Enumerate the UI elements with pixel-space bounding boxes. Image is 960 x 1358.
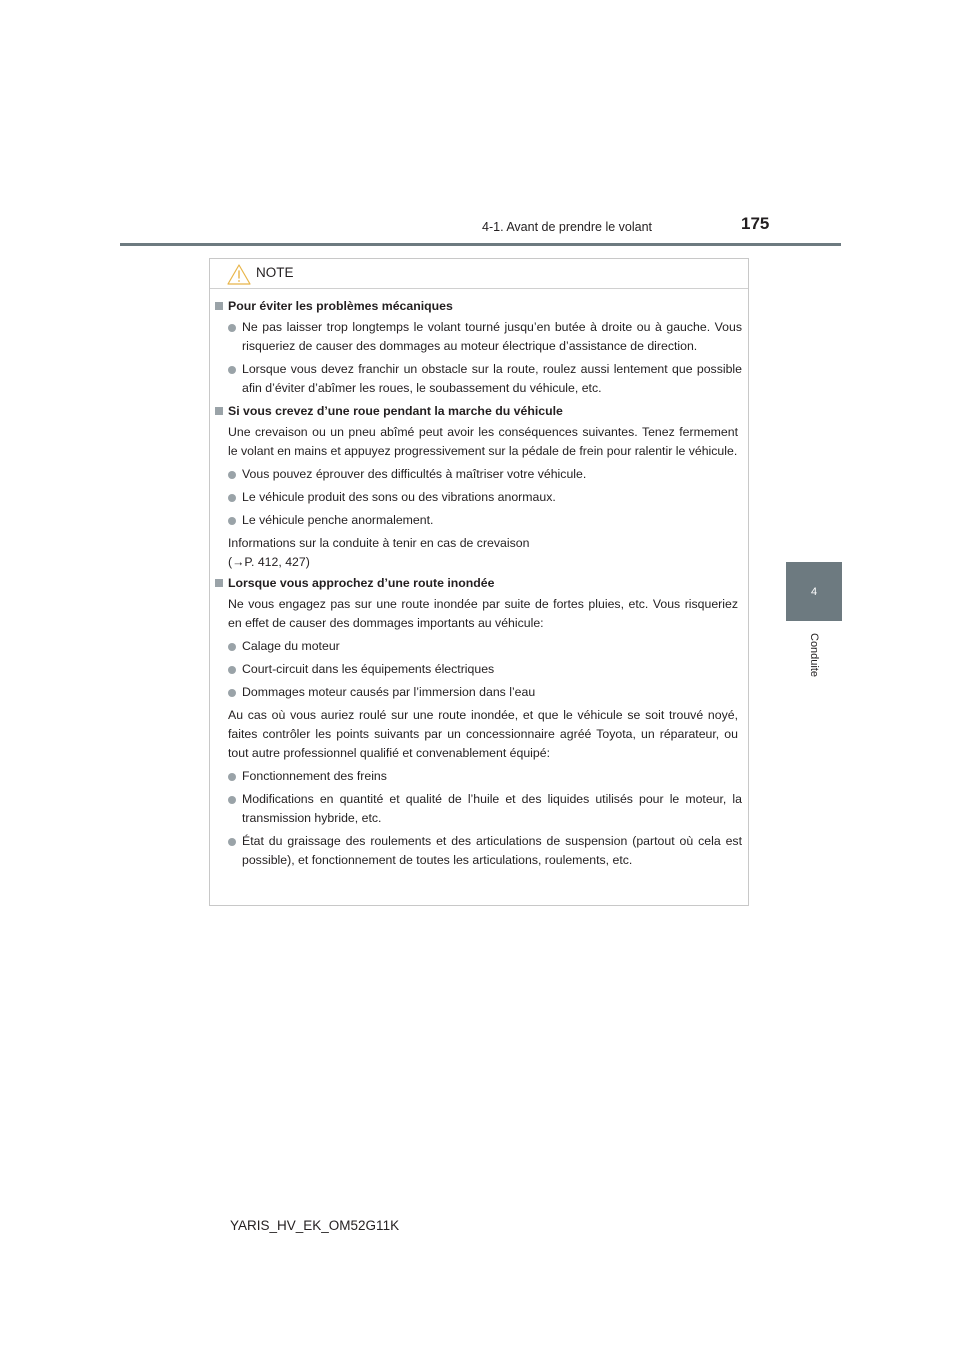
round-bullet-icon — [228, 666, 236, 674]
round-bullet-icon — [228, 643, 236, 651]
round-bullet-icon — [228, 689, 236, 697]
round-bullet-icon — [228, 366, 236, 374]
square-bullet-icon — [215, 579, 223, 587]
list-item: Ne pas laisser trop longtemps le volant tourné jusqu’en butée à droite ou à gauche. Vous risqueriez de causer des dommages au moteur électrique d’assistance de direction. — [210, 318, 748, 356]
square-bullet-icon — [215, 302, 223, 310]
round-bullet-icon — [228, 796, 236, 804]
chapter-tab[interactable] — [786, 562, 842, 621]
note-title: NOTE — [256, 265, 294, 280]
page-reference-link[interactable]: (→P. 412, 427) — [228, 555, 310, 569]
note-body — [210, 297, 748, 874]
paragraph: Au cas où vous auriez roulé sur une route inondée, et que le véhicule se soit trouvé noyé, faites contrôler les points suivants par un concessionnaire agréé Toyota, un réparateur, ou tout autre professionnel qualifié et convenablement équipé: — [228, 708, 738, 760]
round-bullet-icon — [228, 838, 236, 846]
section-heading: Pour éviter les problèmes mécaniques — [210, 297, 748, 316]
round-bullet-icon — [228, 517, 236, 525]
square-bullet-icon — [215, 407, 223, 415]
page-number: 175 — [741, 214, 770, 233]
chapter-number: 4 — [810, 585, 818, 598]
note-box — [209, 258, 749, 906]
chapter-label — [788, 625, 840, 685]
list-item: État du graissage des roulements et des articulations de suspension (partout où cela est possible), et fonctionnement de toutes les articulations, roulements, etc. — [210, 832, 748, 870]
list-item: Calage du moteur — [210, 637, 748, 656]
section-heading: Si vous crevez d’une roue pendant la marche du véhicule — [210, 402, 748, 421]
round-bullet-icon — [228, 773, 236, 781]
warning-triangle-icon — [227, 264, 251, 285]
chapter-label-text: Conduite — [808, 632, 820, 678]
list-item: Dommages moteur causés par l’immersion dans l’eau — [210, 683, 748, 702]
list-item: Le véhicule produit des sons ou des vibrations anormaux. — [210, 488, 748, 507]
round-bullet-icon — [228, 494, 236, 502]
paragraph: Une crevaison ou un pneu abîmé peut avoir les conséquences suivantes. Tenez fermement le volant en mains et appuyez progressivement sur la pédale de frein pour ralentir le véhicule. — [228, 425, 738, 458]
list-item: Fonctionnement des freins — [210, 767, 748, 786]
header-rule — [120, 243, 841, 246]
round-bullet-icon — [228, 324, 236, 332]
header-section-title: 4-1. Avant de prendre le volant — [482, 220, 653, 234]
paragraph: Ne vous engagez pas sur une route inondée par suite de fortes pluies, etc. Vous risqueriez en effet de causer des dommages importants au véhicule: — [228, 597, 738, 630]
list-item: Vous pouvez éprouver des difficultés à maîtriser votre véhicule. — [210, 465, 748, 484]
paragraph: Informations sur la conduite à tenir en cas de crevaison (→P. 412, 427) — [228, 536, 530, 569]
document-code: YARIS_HV_EK_OM52G11K — [230, 1218, 400, 1233]
list-item: Modifications en quantité et qualité de l’huile et des liquides utilisés pour le moteur, la transmission hybride, etc. — [210, 790, 748, 828]
list-item: Le véhicule penche anormalement. — [210, 511, 748, 530]
section-heading: Lorsque vous approchez d’une route inondée — [210, 574, 748, 593]
note-header — [210, 259, 748, 289]
list-item: Court-circuit dans les équipements électriques — [210, 660, 748, 679]
list-item: Lorsque vous devez franchir un obstacle sur la route, roulez aussi lentement que possible afin d’éviter d’abîmer les roues, le soubassement du véhicule, etc. — [210, 360, 748, 398]
round-bullet-icon — [228, 471, 236, 479]
